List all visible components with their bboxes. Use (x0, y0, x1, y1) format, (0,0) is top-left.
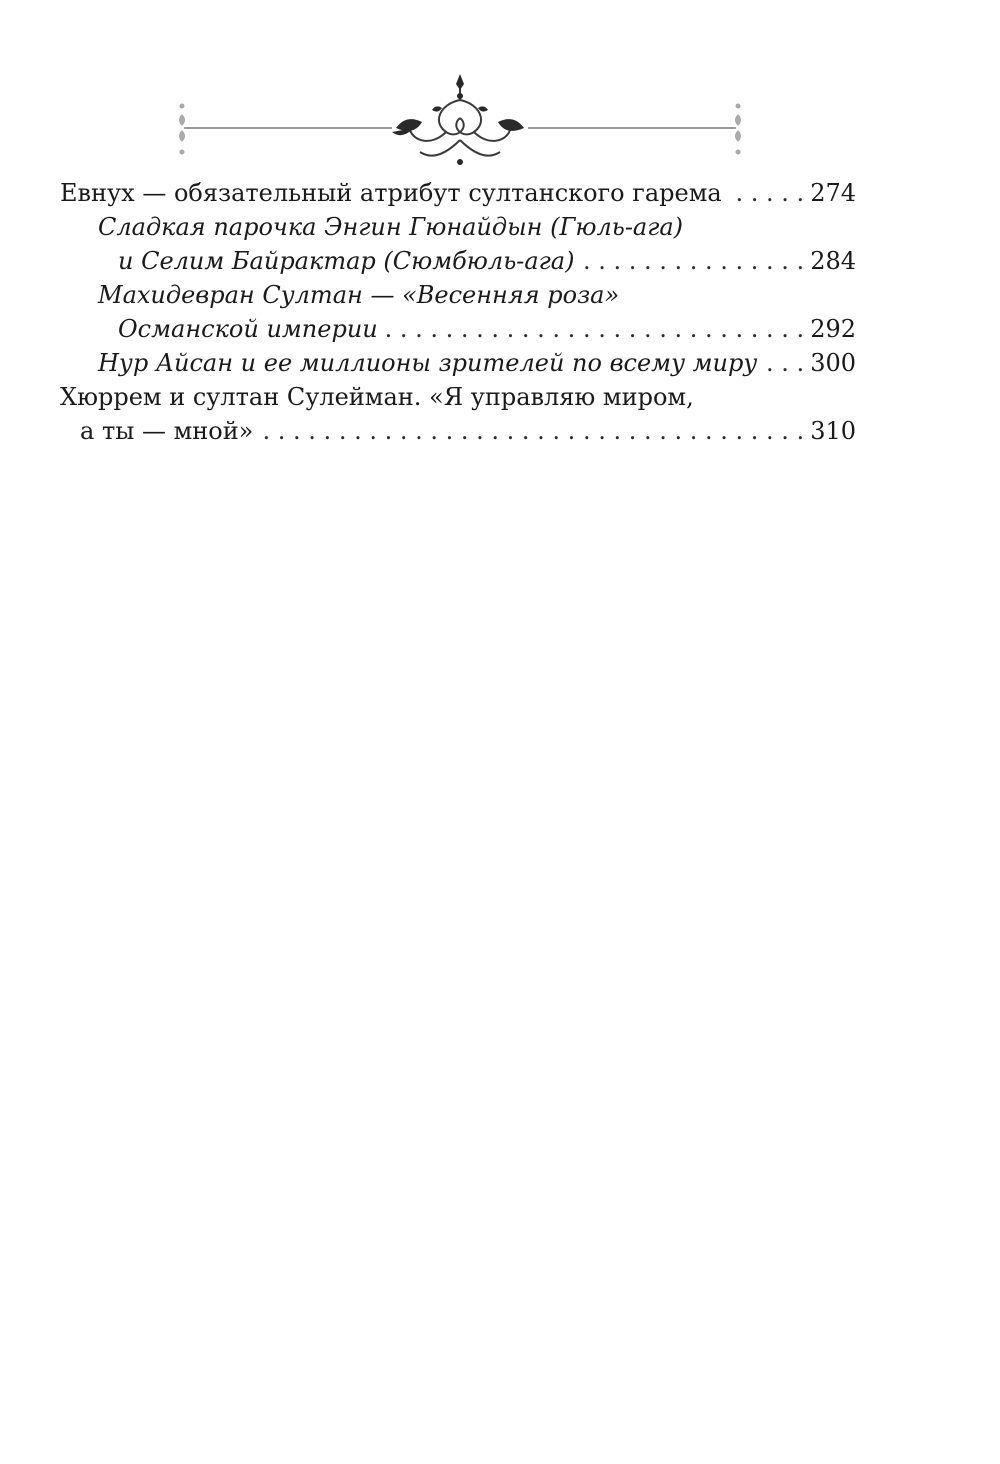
toc-entry-title-continued: а ты — мной» (80, 417, 254, 445)
toc-entry-title: Нур Айсан и ее миллионы зрителей по всему миру (98, 349, 758, 377)
toc-entry-title: Хюррем и султан Сулейман. «Я управляю миром, (60, 383, 694, 411)
toc-entry[interactable] (60, 278, 856, 346)
toc-entry[interactable] (60, 346, 856, 380)
dot-leader (580, 244, 804, 278)
table-of-contents (60, 176, 856, 448)
toc-entry[interactable] (60, 210, 856, 278)
toc-page-number: 310 (810, 417, 856, 445)
toc-page-number: 284 (810, 247, 856, 275)
toc-entry-title: Махидевран Султан — «Весенняя роза» (98, 281, 620, 309)
toc-page-number: 292 (810, 315, 856, 343)
floral-divider-icon (170, 70, 750, 170)
dot-leader (763, 346, 804, 380)
toc-entry-title-continued: и Селим Байрактар (Сюмбюль-ага) (118, 247, 575, 275)
toc-page-number: 300 (810, 349, 856, 377)
toc-entry-title: Сладкая парочка Энгин Гюнайдын (Гюль-ага) (98, 213, 684, 241)
dot-leader (384, 312, 804, 346)
toc-entry-title-continued: Османской империи (118, 315, 378, 343)
toc-entry[interactable] (60, 176, 856, 210)
dot-leader (728, 176, 805, 210)
toc-entry-title: Евнух — обязательный атрибут султанского гарема (60, 179, 722, 207)
toc-page-number: 274 (810, 179, 856, 207)
toc-entry[interactable] (60, 380, 856, 448)
dot-leader (259, 414, 804, 448)
